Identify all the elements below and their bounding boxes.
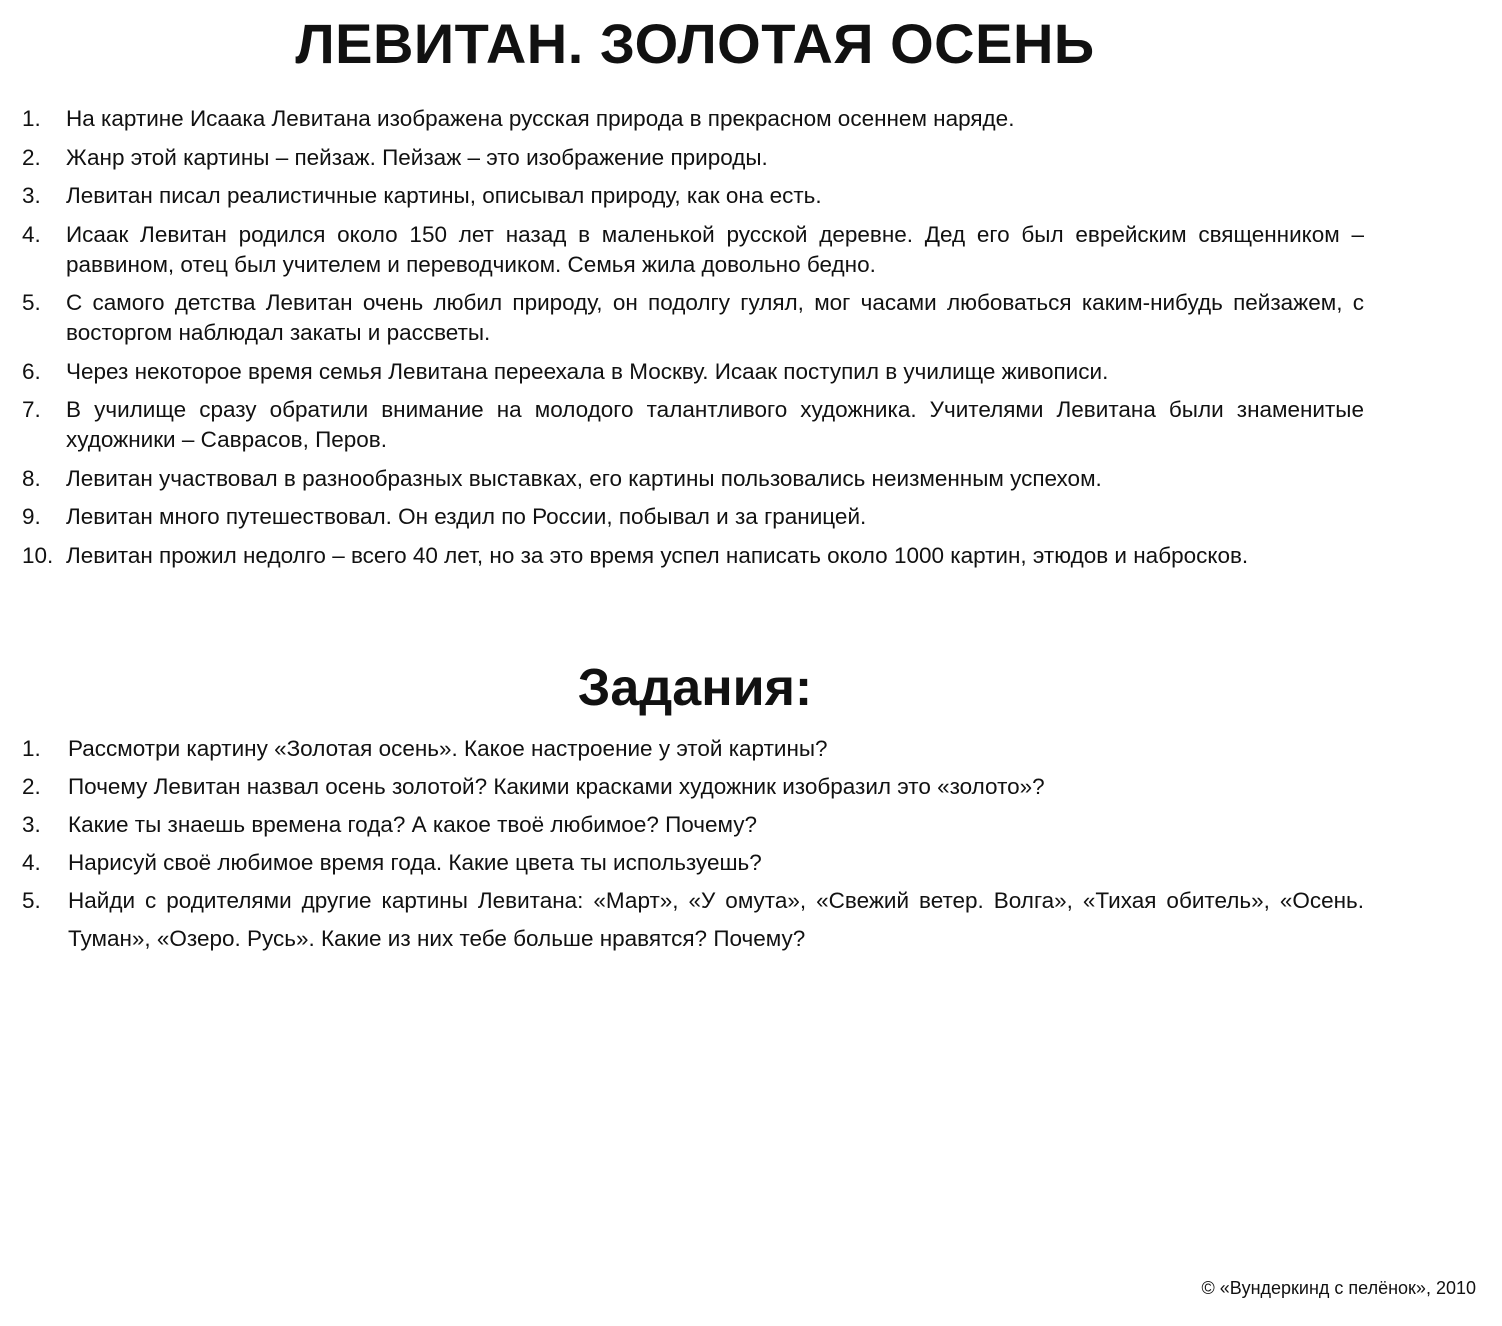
task-item-5: [22, 882, 1364, 958]
page-title: ЛЕВИТАН. ЗОЛОТАЯ ОСЕНЬ: [295, 12, 1095, 75]
fact-text: Левитан много путешествовал. Он ездил по России, побывал и за границей.: [66, 504, 867, 529]
fact-number: 7.: [22, 397, 41, 422]
fact-item-1: [22, 104, 1364, 134]
task-text: Почему Левитан назвал осень золотой? Какими красками художник изобразил это «золото»?: [68, 774, 1045, 799]
task-number: 4.: [22, 850, 41, 875]
tasks-heading: Задания:: [577, 659, 813, 717]
task-item-4: [22, 844, 1364, 882]
fact-number: 6.: [22, 358, 41, 384]
task-number: 2.: [22, 774, 41, 799]
fact-text: С самого детства Левитан очень любил природу, он подолгу гулял, мог часами любоваться каким-нибудь пейзажем, с восторгом наблюдал закаты и рассветы.: [66, 290, 1364, 345]
task-item-1: [22, 730, 1364, 768]
fact-item-7: [22, 395, 1364, 455]
fact-text: Жанр этой картины – пейзаж. Пейзаж – это изображение природы.: [66, 144, 768, 170]
fact-item-5: [22, 288, 1364, 348]
fact-text: Левитан прожил недолго – всего 40 лет, но за это время успел написать около 1000 картин, этюдов и набросков.: [66, 542, 1249, 568]
fact-text: Левитан участвовал в разнообразных выставках, его картины пользовались неизменным успехом.: [66, 465, 1102, 491]
fact-item-9: [22, 502, 1364, 532]
fact-item-10: [22, 541, 1364, 571]
fact-number: 9.: [22, 504, 41, 529]
fact-number: 10.: [22, 542, 54, 568]
fact-text: Через некоторое время семья Левитана переехала в Москву. Исаак поступил в училище живописи.: [66, 358, 1109, 384]
fact-item-8: [22, 464, 1364, 494]
fact-number: 1.: [22, 106, 41, 131]
task-text: Какие ты знаешь времена года? А какое твоё любимое? Почему?: [68, 812, 758, 837]
task-item-3: [22, 806, 1364, 844]
fact-number: 8.: [22, 465, 41, 491]
fact-item-6: [22, 357, 1364, 387]
fact-text: На картине Исаака Левитана изображена русская природа в прекрасном осеннем наряде.: [66, 106, 1015, 131]
fact-number: 5.: [22, 290, 41, 315]
task-item-2: [22, 768, 1364, 806]
fact-item-4: [22, 220, 1364, 280]
task-number: 1.: [22, 736, 41, 761]
fact-text: Левитан писал реалистичные картины, описывал природу, как она есть.: [66, 183, 822, 208]
copyright-notice: © «Вундеркинд с пелёнок», 2010: [1201, 1278, 1476, 1298]
fact-number: 4.: [22, 221, 41, 247]
task-number: 5.: [22, 888, 41, 913]
task-number: 3.: [22, 812, 41, 837]
task-text: Рассмотри картину «Золотая осень». Какое настроение у этой картины?: [68, 736, 828, 761]
fact-text: Исаак Левитан родился около 150 лет назад в маленькой русской деревне. Дед его был еврейским священником – раввином, отец был учителем и переводчиком. Семья жила довольно бедно.: [66, 221, 1364, 277]
task-text: Нарисуй своё любимое время года. Какие цвета ты используешь?: [68, 850, 762, 875]
fact-number: 2.: [22, 144, 41, 170]
facts-list: [22, 104, 1364, 579]
fact-item-2: [22, 143, 1364, 173]
fact-text: В училище сразу обратили внимание на молодого талантливого художника. Учителями Левитана были знаменитые художники – Саврасов, Перов.: [66, 397, 1364, 452]
tasks-list: [22, 730, 1364, 958]
task-text: Найди с родителями другие картины Левитана: «Март», «У омута», «Свежий ветер. Волга», «Тихая обитель», «Осень. Туман», «Озеро. Русь». Какие из них тебе больше нравятся? Почему?: [68, 888, 1364, 951]
fact-number: 3.: [22, 183, 41, 208]
fact-item-3: [22, 181, 1364, 211]
